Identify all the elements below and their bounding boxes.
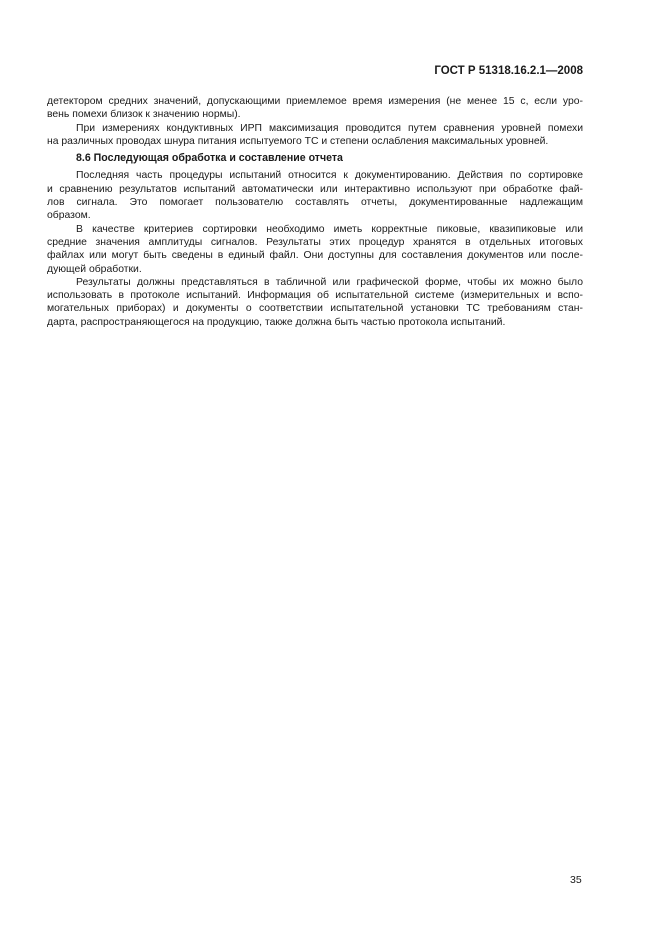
text-line: Последняя часть процедуры испытаний относится к документированию. Действия по сортировке [76,170,583,182]
text-line: лов сигнала. Это помогает пользователю составлять отчеты, документированные надлежащим [47,197,583,209]
section-heading: 8.6 Последующая обработка и составление отчета [76,152,343,165]
text-line: использовать в протоколе испытаний. Информация об испытательной системе (измерительных и вспо- [47,290,583,302]
document-body [47,95,583,329]
document-header: ГОСТ Р 51318.16.2.1—2008 [434,65,583,77]
text-line: образом. [47,210,91,222]
paragraph [47,122,583,149]
paragraph [47,223,583,276]
text-line: При измерениях кондуктивных ИРП максимизация проводится путем сравнения уровней помехи [76,122,583,134]
text-line: файлах или могут быть сведены в единый файл. Они доступны для составления документов или после- [47,250,583,262]
text-line: В качестве критериев сортировки необходимо иметь корректные пиковые, квазипиковые или [76,223,583,235]
paragraph [47,169,583,222]
text-line: детектором средних значений, допускающими приемлемое время измерения (не менее 15 с, если уро- [47,96,583,107]
text-line: на различных проводах шнура питания испытуемого ТС и степени ослабления максимальных уровней. [47,135,549,147]
text-line: и сравнению результатов испытаний автоматически или интерактивно используют при обработке фай- [47,183,583,195]
text-line: дующей обработки. [47,263,142,275]
paragraph [47,95,583,122]
text-line: средние значения амплитуды сигналов. Результаты этих процедур хранятся в отдельных итоговых [47,236,583,248]
text-line: вень помехи близок к значению нормы). [47,109,241,121]
text-line: могательных приборах) и документы о соответствии испытательной установки ТС требованиям стан- [47,303,583,315]
text-line: дарта, распространяющегося на продукцию, также должна быть частью протокола испытаний. [47,316,506,328]
paragraph [47,276,583,329]
text-line: Результаты должны представляться в табличной или графической форме, чтобы их можно было [76,276,583,288]
page-number: 35 [570,874,582,886]
